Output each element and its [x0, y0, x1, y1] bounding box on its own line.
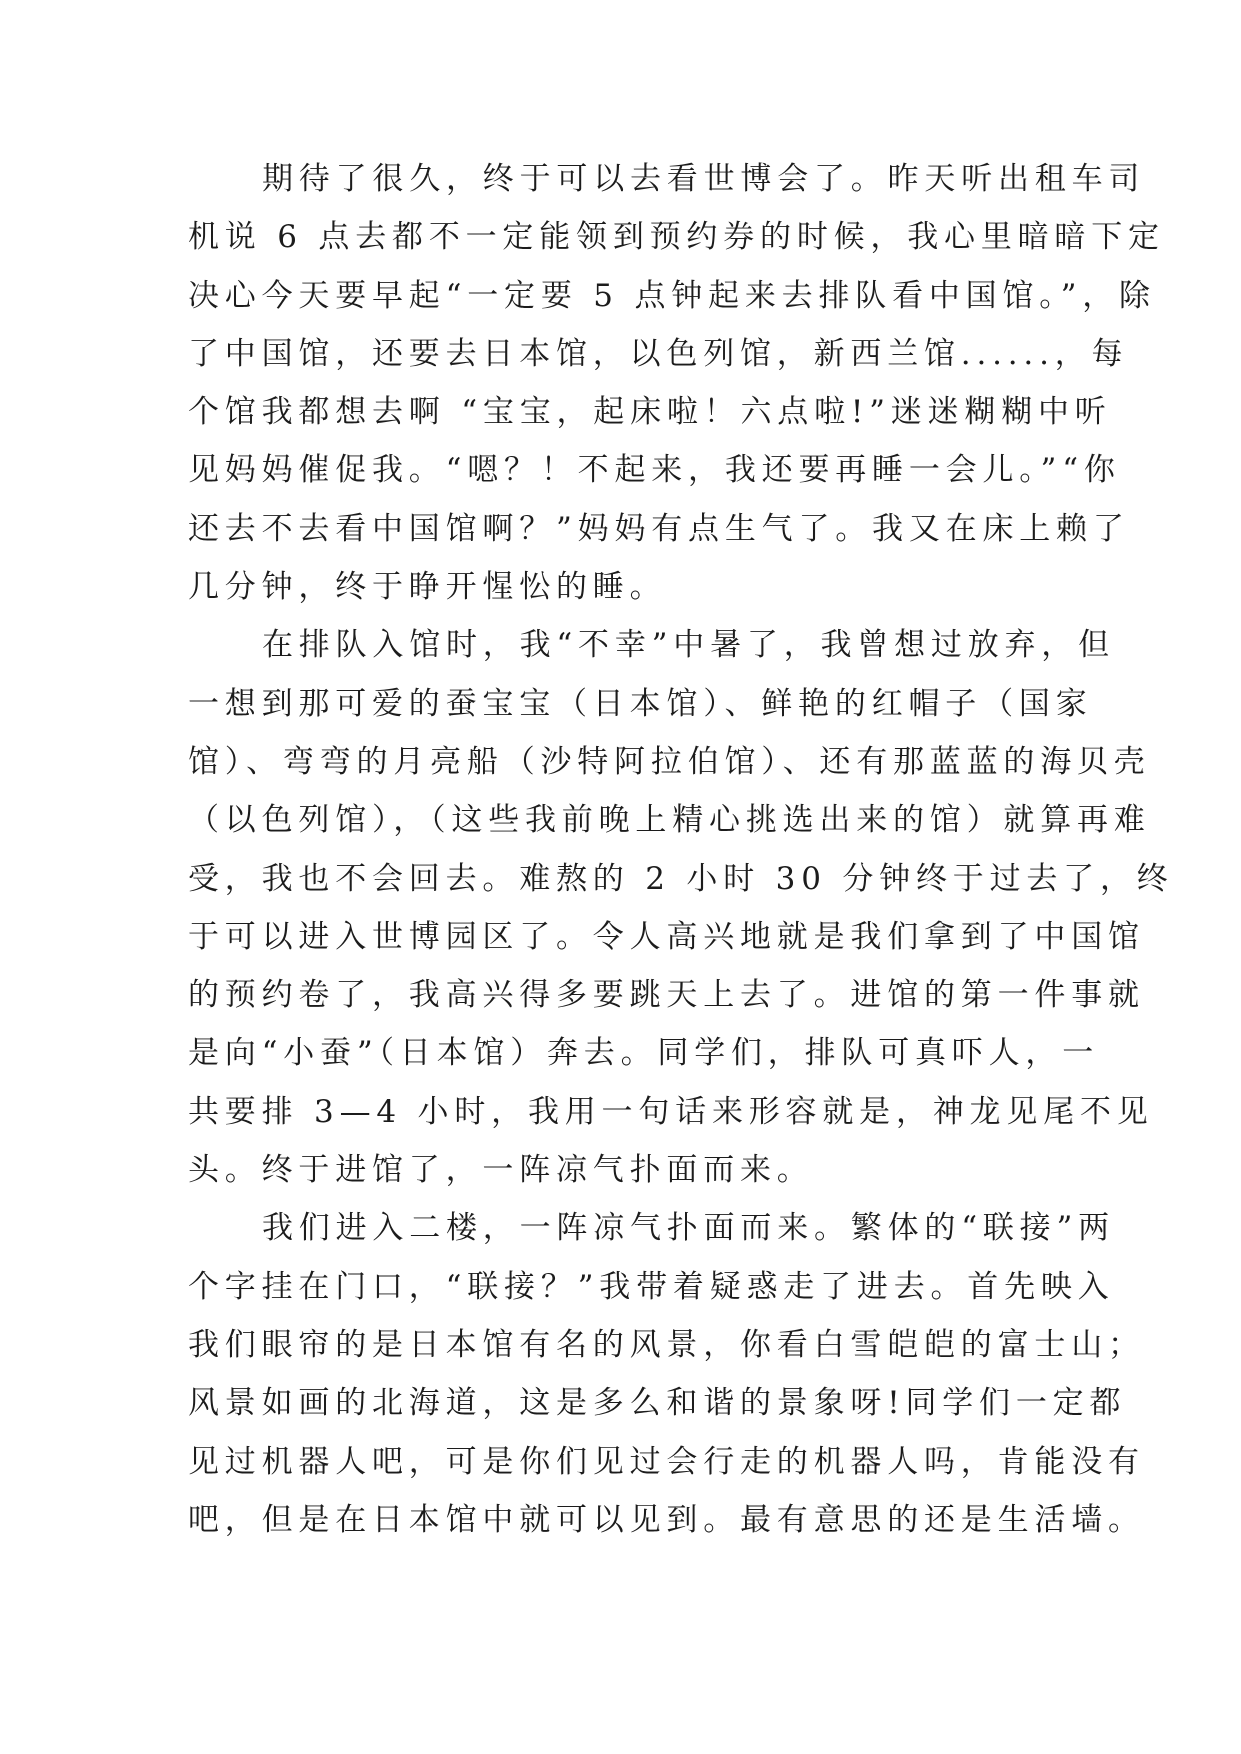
paragraph-2	[188, 616, 1174, 1199]
text-line: 在排队入馆时，我“不幸”中暑了，我曾想过放弃，但	[262, 627, 1115, 664]
text-line: 是向“小蚕”（日本馆）奔去。同学们，排队可真吓人，一	[188, 1035, 1099, 1072]
text-line: 于可以进入世博园区了。令人高兴地就是我们拿到了中国馆	[188, 918, 1145, 955]
paragraph-1	[188, 150, 1165, 616]
document-body	[188, 150, 1174, 1549]
text-line: 几分钟，终于睁开惺忪的睡。	[188, 569, 667, 606]
text-line: 决心今天要早起“一定要 5 点钟起来去排队看中国馆。”，除	[188, 277, 1156, 314]
text-line: 吧，但是在日本馆中就可以见到。最有意思的还是生活墙。	[188, 1501, 1145, 1538]
text-line: 个字挂在门口，“联接？”我带着疑惑走了进去。首先映入	[188, 1268, 1115, 1305]
text-line: 一想到那可爱的蚕宝宝（日本馆）、鲜艳的红帽子（国家	[188, 685, 1093, 722]
text-line: 机说 6 点去都不一定能领到预约券的时候，我心里暗暗下定	[188, 219, 1165, 256]
text-line: 的预约卷了，我高兴得多要跳天上去了。进馆的第一件事就	[188, 977, 1145, 1014]
text-line: 风景如画的北海道，这是多么和谐的景象呀!同学们一定都	[188, 1385, 1127, 1422]
text-line: 馆）、弯弯的月亮船（沙特阿拉伯馆）、还有那蓝蓝的海贝壳	[188, 743, 1151, 780]
text-line: 了中国馆，还要去日本馆，以色列馆，新西兰馆......，每	[188, 335, 1129, 372]
text-line: 头。终于进馆了，一阵凉气扑面而来。	[188, 1152, 814, 1189]
text-line: 还去不去看中国馆啊？”妈妈有点生气了。我又在床上赖了	[188, 510, 1130, 547]
text-line: 共要排 3—4 小时，我用一句话来形容就是，神龙见尾不见	[188, 1093, 1154, 1130]
text-line: 个馆我都想去啊 “宝宝，起床啦！六点啦!”迷迷糊糊中听	[188, 394, 1112, 431]
text-line: 见过机器人吧，可是你们见过会行走的机器人吗，肯能没有	[188, 1443, 1145, 1480]
paragraph-3	[188, 1199, 1145, 1549]
text-line: 期待了很久，终于可以去看世博会了。昨天听出租车司	[262, 161, 1146, 197]
text-line: 受，我也不会回去。难熬的 2 小时 30 分钟终于过去了，终	[188, 860, 1174, 897]
text-line: 见妈妈催促我。“嗯？！不起来，我还要再睡一会儿。”“你	[188, 452, 1121, 489]
text-line: 我们眼帘的是日本馆有名的风景，你看白雪皑皑的富士山；	[188, 1326, 1145, 1363]
text-line: （以色列馆），（这些我前晚上精心挑选出来的馆）就算再难	[188, 802, 1151, 839]
text-line: 我们进入二楼，一阵凉气扑面而来。繁体的“联接”两	[262, 1210, 1115, 1247]
